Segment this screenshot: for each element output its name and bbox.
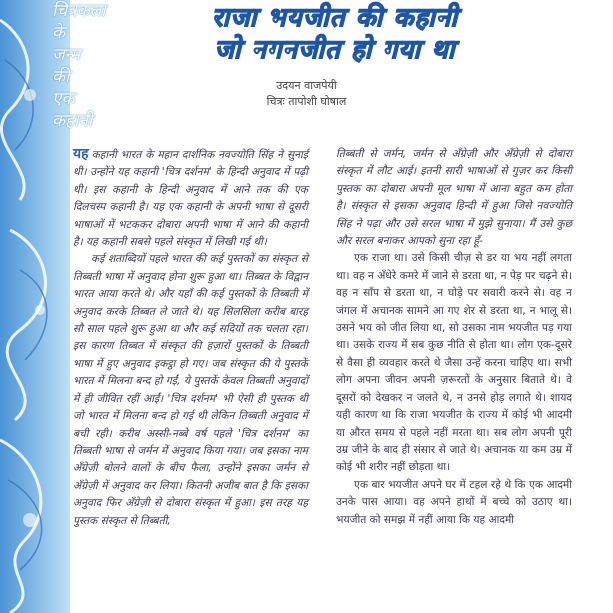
side-label-line: के [52,23,66,43]
side-label-line: जन्म [52,45,81,65]
illustration-credit: चित्रः तापोशी घोषाल [266,95,347,108]
title-line-2: जो नगनजीत हो गया था [214,35,456,65]
author-name: उदयन वाजपेयी [276,79,337,92]
side-label-line: कहानी [52,111,93,131]
right-column [336,146,572,529]
left-column [73,146,308,530]
drop-word: यह [73,146,89,162]
side-label-line: चित्रकला [52,1,106,21]
left-paragraph-2: कई शताब्दियों पहले भारत की कई पुस्तकों का संस्कृत से तिब्बती भाषा में अनुवाद होना शुरू हुआ था। तिब्बत के विद्वान भारत आया करते थे। और यहाँ की कई पुस्तकों के तिब्बती में अनुवाद करके तिब्बत ले जाते थे। यह सिलसिला करीब बारह सौ साल पहले शुरू हुआ था और कई सदियों तक चलता रहा। इस कारण तिब्बत में संस्कृत की हज़ारों पुस्तकों के तिब्बती भाषा में हुए अनुवाद इकट्ठा हो गए। जब संस्कृत की ये पुस्तकें भारत में मिलना बन्द हो गईं, ये पुस्तकें केवल तिब्बती अनुवादों में ही जीवित रहीं आईं। 'चित्र दर्शनम' भी ऐसी ही पुस्तक थी जो भारत में मिलना बन्द हो गई थी लेकिन तिब्बती अनुवाद में बची रही। करीब अस्सी-नब्बे वर्ष पहले 'चित्र दर्शनम' का तिब्बती भाषा से जर्मन में अनुवाद किया गया। जब इसका नाम अँग्रेज़ी बोलने वालों के बीच फैला, उन्होंने इसका जर्मन से अँग्रेज़ी में अनुवाद कर लिया। कितनी अजीब बात है कि इसका अनुवाद फिर अँग्रेज़ी से दोबारा संस्कृत में हुआ। इस तरह यह पुस्तक संस्कृत से तिब्बती, [73,253,308,527]
left-paragraph-1 [73,146,308,251]
right-paragraph-1: तिब्बती से जर्मन, जर्मन से अँग्रेज़ी और अँग्रेज़ी से दोबारा संस्कृत में लौट आई। इतनी सारी भाषाओं से गुज़र कर किसी पुस्तक का दोबारा अपनी मूल भाषा में आना बहुत कम होता है। संस्कृत से इसका अनुवाद हिन्दी में हुआ जिसे नवज्योति सिंह ने पढ़ा और उसे सरल भाषा में मुझे सुनाया। मैं उसे कुछ और सरल बनाकर आपको सुना रहा हूँ- [336,148,572,248]
page-title [120,2,550,66]
title-line-1: राजा भयजीत की कहानी [211,3,459,33]
right-paragraph-2: एक राजा था। उसे किसी चीज़ से डर या भय नहीं लगता था। वह न अँधेरे कमरे में जाने से डरता था, न पेड़ पर चढ़ने से। वह न साँप से डरता था, न घोड़े पर सवारी करने से। वह न जंगल में अचानक सामने आ गए शेर से डरता था, न भालू से। उसने भय को जीत लिया था, सो उसका नाम भयजीत पड़ गया था। उसके राज्य में सब कुछ नीति से होता था। लोग एक-दूसरे से वैसा ही व्यवहार करते थे जैसा उन्हें करना चाहिए था। सभी लोग अपना जीवन अपनी ज़रूरतों के अनुसार बिताते थे। वे दूसरों को देखकर न जलते थे, न उनसे होड़ लगाते थे। शायद यही कारण था कि राजा भयजीत के राज्य में कोई भी आदमी या औरत समय से पहले नहीं मरता था। सब लोग अपनी पूरी उम्र जीने के बाद ही संसार से जाते थे। अचानक या कम उम्र में कोई भी शरीर नहीं छोड़ता था। [336,252,572,474]
side-label-line: एक [52,89,75,109]
right-paragraph-3: एक बार भयजीत अपने घर में टहल रहे थे कि एक आदमी उनके पास आया। वह अपने हाथों में बच्चे को उठाए था। भयजीत को समझ में नहीं आया कि यह आदमी [336,478,572,526]
side-label [52,0,112,132]
side-label-line: की [52,67,70,87]
left-paragraph-1-text: कहानी भारत के महान दार्शनिक नवज्योति सिंह ने सुनाई थी। उन्होंने यह कहानी 'चित्र दर्शनम' के हिन्दी अनुवाद में पढ़ी थी। इस कहानी के हिन्दी अनुवाद में आने तक की एक दिलचस्प कहानी है। यह एक कहानी के अपनी भाषा से दूसरी भाषाओं में भटककर दोबारा अपनी भाषा में आने की कहानी है। यह कहानी सबसे पहले संस्कृत में लिखी गई थी। [73,149,308,249]
